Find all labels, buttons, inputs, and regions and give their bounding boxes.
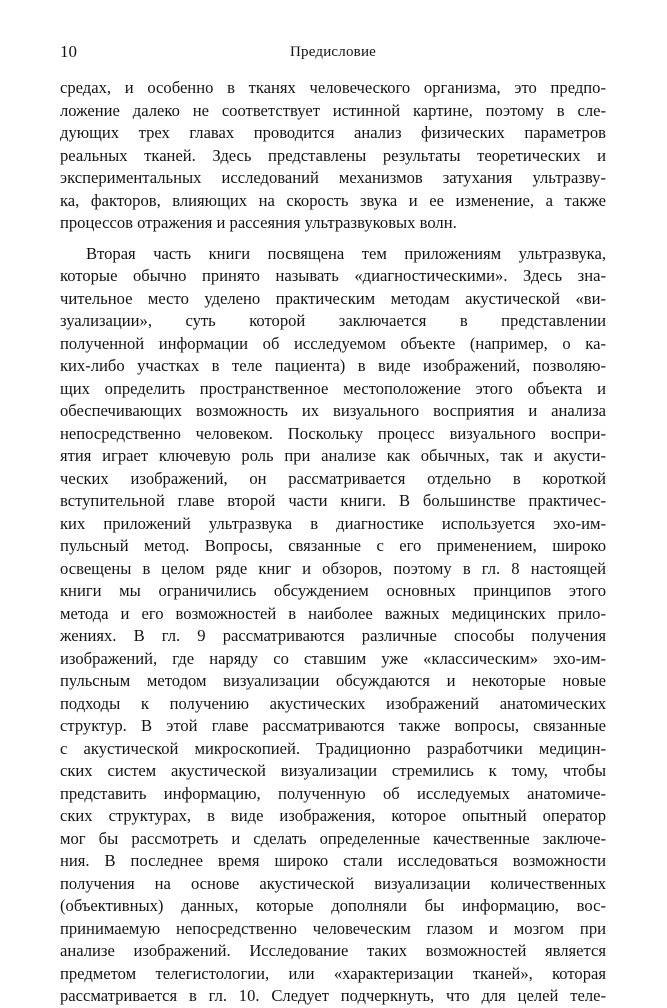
text-line: реальных тканей. Здесь представлены результаты теоретических и (60, 145, 606, 165)
text-line: освещены в целом ряде книг и обзоров, поэтому в гл. 8 настоящей (60, 558, 606, 578)
text-line: получения на основе акустической визуализации количественных (60, 873, 606, 893)
text-line: полученной информации об исследуемом объекте (например, о ка- (60, 333, 606, 353)
text-line: с акустической микроскопией. Традиционно разработчики медицин- (60, 738, 606, 758)
text-line: зуализации», суть которой заключается в представлении (60, 311, 606, 330)
text-line: процессов отражения и рассеяния ультразвуковых волн. (60, 213, 457, 232)
text-line: которые обычно принято называть «диагностическими». Здесь зна- (60, 266, 606, 285)
text-line: изображений, где наряду со ставшим уже «классическим» эхо-им- (60, 648, 606, 668)
text-line: ских структурах, в виде изображения, которое опытный оператор (60, 806, 606, 825)
body-text (60, 77, 606, 1008)
text-line: ятия играет ключевую роль при анализе как обычных, так и акусти- (60, 446, 606, 465)
text-line: средах, и особенно в тканях человеческого организма, это предпо- (60, 78, 606, 97)
text-line: метода и его возможностей в наиболее важных медицинских прило- (60, 603, 606, 623)
text-line: подходы к получению акустических изображений анатомических (60, 693, 606, 713)
text-line: чительное место уделено практическим методам акустической «ви- (60, 288, 606, 308)
paragraph (60, 77, 606, 235)
text-line: ских систем акустической визуализации стремились к тому, чтобы (60, 761, 606, 780)
text-line: щих определить пространственное местоположение этого объекта и (60, 378, 606, 398)
text-line: анализе изображений. Исследование таких возможностей является (60, 941, 606, 960)
text-line: экспериментальных исследований механизмов затухания ультразву- (60, 168, 606, 187)
text-line: мог бы рассмотреть и сделать определенные качественные заключе- (60, 828, 606, 848)
text-line: принимаемую непосредственно человеческим глазом и мозгом при (60, 918, 606, 938)
text-line: вступительной главе второй части книги. В большинстве практичес- (60, 491, 606, 510)
text-line: пульсный метод. Вопросы, связанные с его применением, широко (60, 536, 606, 555)
text-line: ческих изображений, он рассматривается отдельно в короткой (60, 468, 606, 488)
text-line: (объективных) данных, которые дополняли бы информацию, вос- (60, 896, 606, 915)
text-line: непосредственно человеком. Поскольку процесс визуального воспри- (60, 423, 606, 443)
paragraph-gap (60, 235, 606, 243)
text-line: жениях. В гл. 9 рассматриваются различные способы получения (60, 626, 606, 645)
page-number: 10 (60, 42, 77, 61)
text-line: ложение далеко не соответствует истинной картине, поэтому в сле- (60, 100, 606, 120)
text-line: представить информацию, полученную об исследуемых анатомиче- (60, 783, 606, 803)
text-line: дующих трех главах проводится анализ физических параметров (60, 123, 606, 142)
text-line: пульсным методом визуализации обсуждаются и некоторые новые (60, 671, 606, 690)
running-title: Предисловие (289, 44, 377, 60)
text-line: рассматривается в гл. 10. Следует подчеркнуть, что для целей теле- (60, 986, 606, 1005)
text-line: книги мы ограничились обсуждением основных принципов этого (60, 581, 606, 600)
text-line: ких-либо участках в теле пациента) в виде изображений, позволяю- (60, 356, 606, 375)
paragraph (60, 243, 606, 1008)
text-line: предметом телегистологии, или «характеризации тканей», которая (60, 963, 606, 983)
text-line: ких приложений ультразвука в диагностике используется эхо-им- (60, 513, 606, 533)
text-line: структур. В этой главе рассматриваются также вопросы, связанные (60, 716, 606, 735)
text-line: ния. В последнее время широко стали исследоваться возможности (60, 851, 606, 870)
text-line: ка, факторов, влияющих на скорость звука и ее изменение, а также (60, 190, 606, 210)
text-line: обеспечивающих возможность их визуального восприятия и анализа (60, 401, 606, 420)
text-line: Вторая часть книги посвящена тем приложениям ультразвука, (86, 243, 606, 263)
page-header (60, 40, 606, 64)
